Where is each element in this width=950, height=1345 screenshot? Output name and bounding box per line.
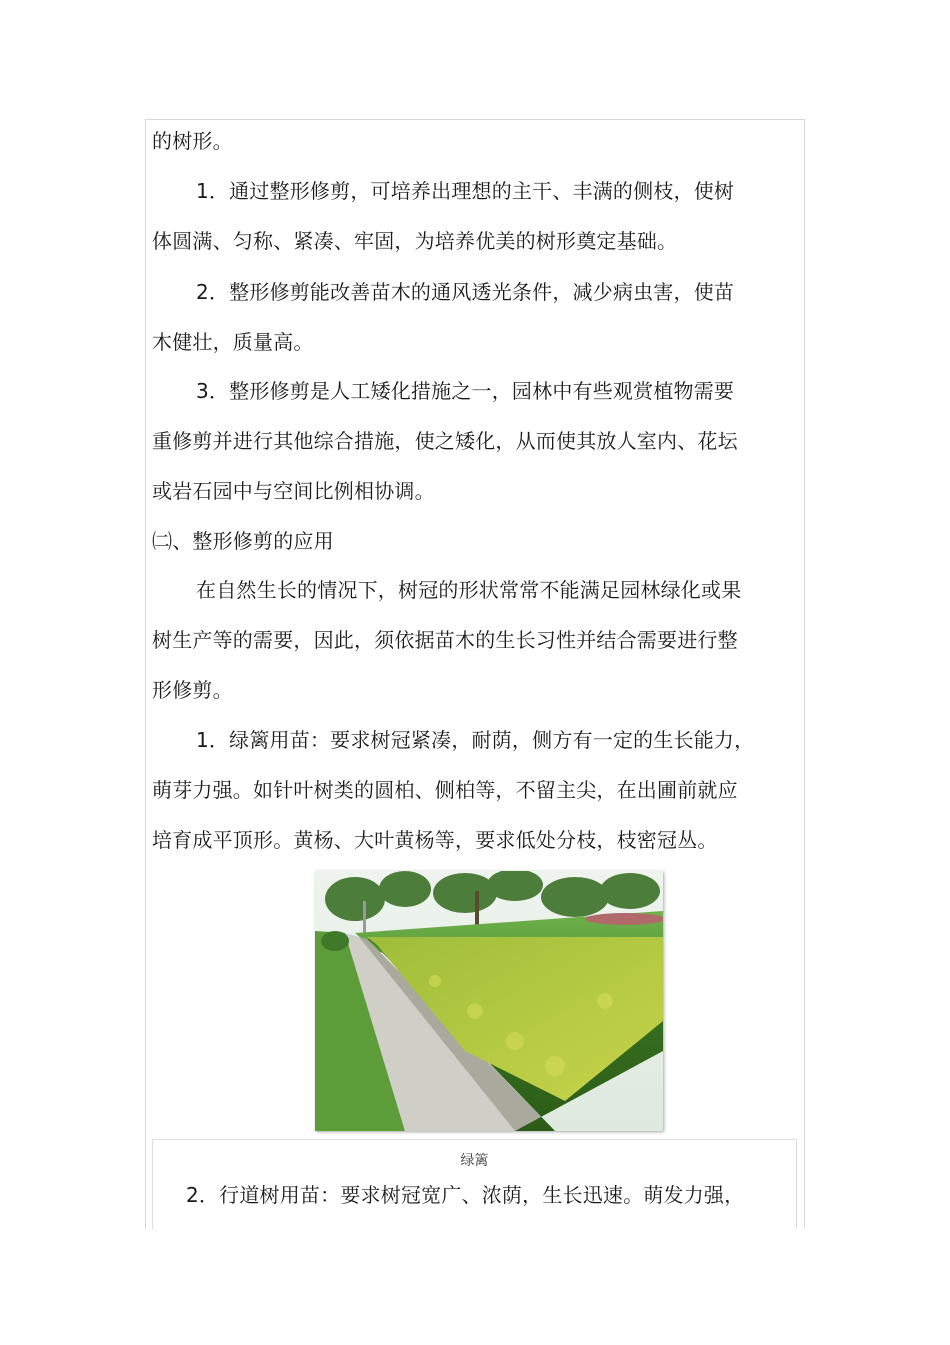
paragraph-line: 1．绿篱用苗：要求树冠紧凑，耐荫，侧方有一定的生长能力， <box>196 728 755 752</box>
paragraph-line: 萌芽力强。如针叶树类的圆柏、侧柏等，不留主尖，在出圃前就应 <box>152 778 738 802</box>
paragraph-line: 培育成平顶形。黄杨、大叶黄杨等，要求低处分枝，枝密冠丛。 <box>152 828 718 852</box>
paragraph-line: 2．整形修剪能改善苗木的通风透光条件，减少病虫害，使苗 <box>196 280 735 304</box>
paragraph-line: 2．行道树用苗：要求树冠宽广、浓荫，生长迅速。萌发力强， <box>186 1183 745 1207</box>
paragraph-line: 的树形。 <box>152 129 233 153</box>
hedge-illustration <box>315 871 663 1131</box>
paragraph-line: 或岩石园中与空间比例相协调。 <box>152 479 435 503</box>
section-heading: ㈡、整形修剪的应用 <box>152 529 334 553</box>
hedge-photo <box>315 871 663 1131</box>
paragraph-line: 1．通过整形修剪，可培养出理想的主干、丰满的侧枝，使树 <box>196 179 735 203</box>
paragraph-line: 在自然生长的情况下，树冠的形状常常不能满足园林绿化或果 <box>196 578 742 602</box>
paragraph-line: 体圆满、匀称、紧凑、牢固，为培养优美的树形奠定基础。 <box>152 229 678 253</box>
paragraph-line: 木健壮，质量高。 <box>152 330 314 354</box>
paragraph-line: 形修剪。 <box>152 678 233 702</box>
paragraph-line: 重修剪并进行其他综合措施，使之矮化，从而使其放人室内、花坛 <box>152 429 738 453</box>
paragraph-line: 树生产等的需要，因此，须依据苗木的生长习性并结合需要进行整 <box>152 628 738 652</box>
paragraph-line: 3．整形修剪是人工矮化措施之一，园林中有些观赏植物需要 <box>196 379 735 403</box>
figure-caption: 绿篱 <box>460 1153 489 1169</box>
